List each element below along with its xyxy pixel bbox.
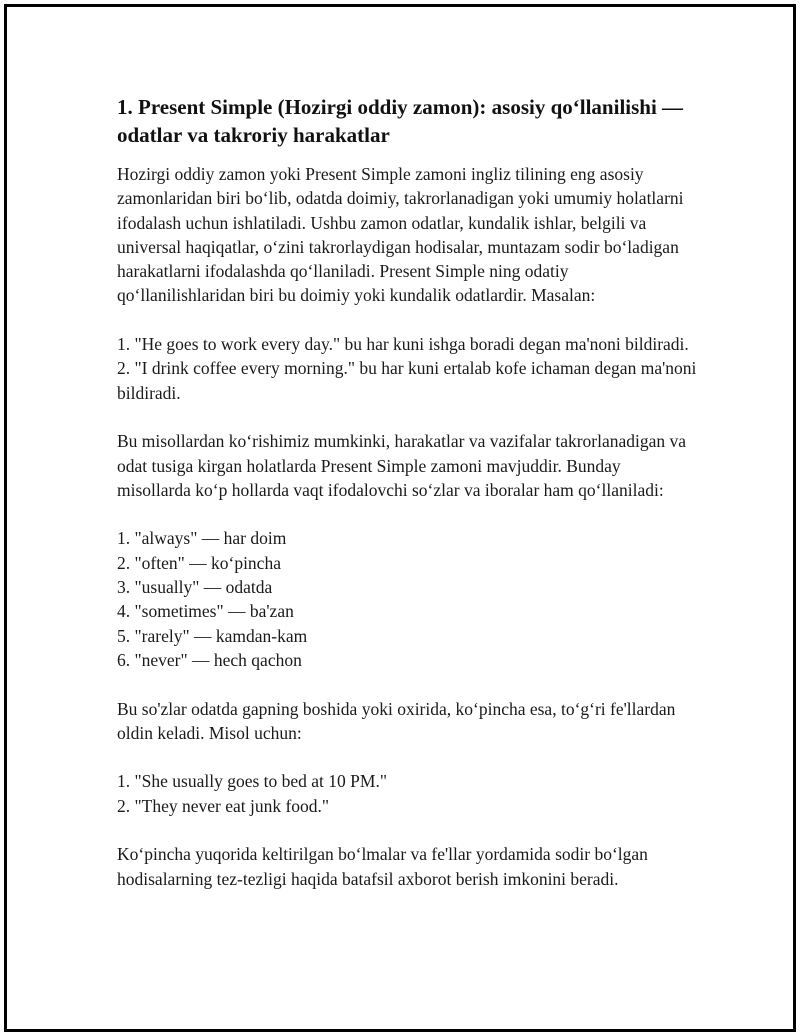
document-title: 1. Present Simple (Hozirgi oddiy zamon): asosiy qo‘llanilishi — odatlar va takroriy harakatlar [117, 95, 684, 147]
document-body [117, 93, 697, 891]
intro-paragraph: Hozirgi oddiy zamon yoki Present Simple zamoni ingliz tilining eng asosiy zamonlaridan biri bo‘lib, odatda doimiy, takrorlanadigan yoki umumiy holatlarni ifodalash uchun ishlatiladi. Ushbu zamon odatlar, kundalik ishlar, belgili va universal haqiqatlar, o‘zini takrorlaydigan hodisalar, muntazam sodir bo‘ladigan harakatlarni ifodalashda qo‘llaniladi. Present Simple ning odatiy qo‘llanilishlaridan biri bu doimiy yoki kundalik odatlardir. Masalan: [117, 164, 684, 306]
list-item: 2. "often" — ko‘pincha [117, 552, 281, 573]
list-item: 4. "sometimes" — ba'zan [117, 601, 294, 622]
list-item: 6. "never" — hech qachon [117, 649, 302, 670]
list-item: 2. "I drink coffee every morning." bu har kuni ertalab kofe ichaman degan ma'noni bildiradi. [117, 358, 697, 403]
adverb-list [117, 526, 697, 672]
example-list-1 [117, 332, 697, 405]
spacer [117, 672, 697, 696]
example-list-2 [117, 769, 697, 818]
list-item: 1. "She usually goes to bed at 10 PM." [117, 771, 387, 792]
list-item: 3. "usually" — odatda [117, 577, 273, 598]
spacer [117, 308, 697, 332]
second-paragraph: Bu misollardan ko‘rishimiz mumkinki, harakatlar va vazifalar takrorlanadigan va odat tusiga kirgan holatlarda Present Simple zamoni mavjuddir. Bunday misollarda ko‘p hollarda vaqt ifodalovchi so‘zlar va iboralar ham qo‘llaniladi: [117, 431, 687, 500]
list-item: 1. "He goes to work every day." bu har kuni ishga boradi degan ma'noni bildiradi. [117, 334, 689, 355]
list-item: 2. "They never eat junk food." [117, 795, 330, 816]
spacer [117, 502, 697, 526]
spacer [117, 745, 697, 769]
list-item: 5. "rarely" — kamdan-kam [117, 625, 308, 646]
closing-paragraph: Ko‘pincha yuqorida keltirilgan bo‘lmalar va fe'llar yordamida sodir bo‘lgan hodisalarning tez-tezligi haqida batafsil axborot berish imkonini beradi. [117, 844, 648, 889]
list-item: 1. "always" — har doim [117, 528, 287, 549]
third-paragraph: Bu so'zlar odatda gapning boshida yoki oxirida, ko‘pincha esa, to‘g‘ri fe'llardan oldin keladi. Misol uchun: [117, 698, 676, 743]
spacer [117, 818, 697, 842]
spacer [117, 405, 697, 429]
